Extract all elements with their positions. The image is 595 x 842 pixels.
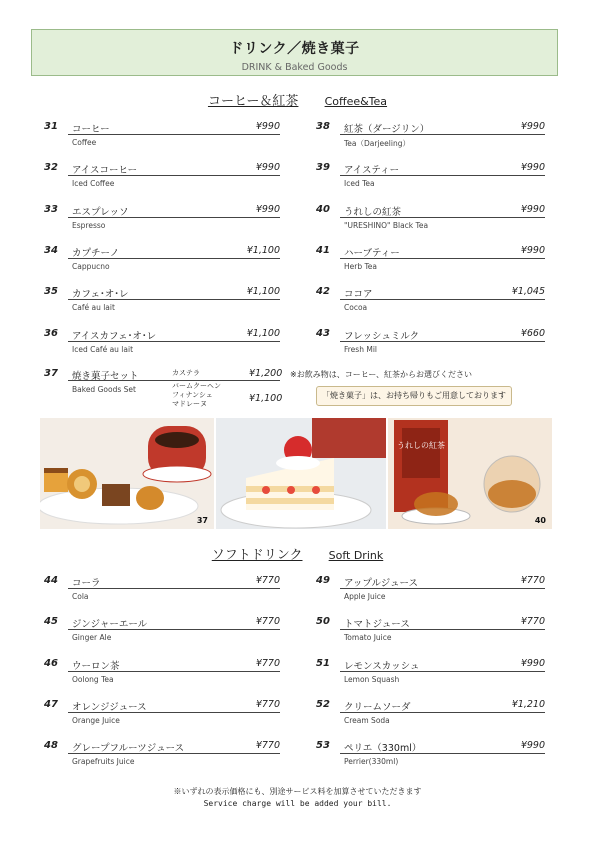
item-divider [68,712,280,713]
item-english: Cappucno [72,261,110,271]
item-english: Perrier(330ml) [344,757,399,767]
item-divider [68,134,280,135]
item-name: ジンジャーエール [72,619,148,631]
tea-package-text: うれしの紅茶 [397,441,445,450]
item-name: アイスティー [344,165,400,177]
item-divider [340,258,545,259]
item-price: ¥990 [520,203,545,215]
menu-item [44,328,280,362]
item-english: Tomato Juice [344,633,392,643]
menu-item [316,204,545,238]
item-number: 39 [316,162,330,174]
item-name: コーラ [72,578,101,589]
menu-item [44,286,280,320]
item-english: Baked Goods Set [72,385,136,394]
item-name: ペリエ（330ml） [344,743,422,755]
item-divider [68,588,280,589]
item-price: ¥770 [255,575,280,586]
item-english: Cola [72,592,89,601]
item-english: Grapefruits Juice [72,757,135,767]
menu-item [44,121,280,155]
item-divider [68,217,280,218]
item-english: Tea（Darjeeling） [344,139,410,148]
item-number: 48 [44,740,58,752]
menu-item [44,616,280,650]
baked-goods-photo [40,418,214,529]
item-price: ¥990 [255,121,280,132]
item-number: 50 [316,616,330,628]
item-number: 44 [44,575,58,586]
service-charge-note-en: Service charge will be added your bill. [203,799,392,808]
item-english: Oolong Tea [72,674,114,684]
menu-item [44,575,280,609]
soft-section-en: Soft Drink [328,549,384,562]
item-divider [340,341,545,342]
item-number: 34 [44,244,58,256]
menu-item [44,740,280,774]
item-name: クリームソーダ [344,701,411,713]
item-english: Iced Café au lait [72,344,134,354]
item-price: ¥770 [520,616,545,628]
item-name: グレープフルーツジュース [72,743,185,755]
menu-item [316,575,545,609]
item-number: 37 [44,368,58,379]
soft-section-jp: ソフトドリンク [211,548,303,563]
item-price: ¥770 [255,698,280,710]
item-price: ¥990 [520,657,545,669]
soft-section-heading [0,544,595,563]
item-name: 紅茶（ダージリン） [344,124,430,135]
item-price: ¥990 [255,162,280,174]
coffee-section-jp: コーヒー＆紅茶 [207,94,299,109]
item-english: Iced Coffee [72,179,115,189]
item-number: 31 [44,121,58,132]
item-number: 53 [316,740,330,752]
item-divider [68,671,280,672]
item-divider [340,217,545,218]
baked-option-2-line: フィナンシェ [172,391,213,399]
item-number: 47 [44,698,58,710]
item-number: 52 [316,698,330,710]
item-name: カプチーノ [72,247,120,259]
item-name: コーヒー [72,124,110,135]
item-english: Apple Juice [344,592,386,601]
item-name: うれしの紅茶 [344,206,402,218]
item-english: Iced Tea [344,179,375,189]
item-english: Herb Tea [344,261,377,271]
item-price: ¥770 [255,616,280,628]
cake-photo [216,418,386,529]
item-number: 46 [44,657,58,669]
menu-item [44,162,280,196]
menu-header [31,29,558,76]
baked-goods-item [44,368,283,410]
item-name: エスプレッソ [72,206,129,218]
item-english: Fresh Mil [344,344,377,354]
item-number: 43 [316,327,330,339]
coffee-section-heading [0,90,595,109]
baked-option-1: カステラ [172,369,200,377]
item-number: 38 [316,121,330,132]
baked-divider [68,380,280,381]
photo-label: 40 [534,516,546,525]
drink-choice-note: ※お飲み物は、コーヒー、紅茶からお選びください [290,370,473,379]
item-english: Cream Soda [344,715,390,725]
item-divider [68,629,280,630]
menu-title: ドリンク／焼き菓子 [229,41,360,57]
menu-item [316,699,545,733]
item-name: アイスコーヒー [72,165,138,177]
item-divider [340,175,545,176]
item-price: ¥1,100 [246,244,280,256]
item-english: Cocoa [344,303,368,313]
menu-item [316,740,545,774]
menu-subtitle: DRINK & Baked Goods [241,62,348,73]
item-divider [340,134,545,135]
item-number: 51 [316,657,330,669]
menu-item [316,121,545,155]
baked-option-2 [172,382,221,409]
item-english: Café au lait [72,303,115,313]
item-price: ¥1,045 [511,286,545,298]
menu-item [44,699,280,733]
item-number: 32 [44,162,58,174]
item-price: ¥990 [520,162,545,174]
item-name: レモンスカッシュ [344,660,420,672]
menu-item [316,162,545,196]
item-divider [68,258,280,259]
item-price: ¥660 [520,327,545,339]
item-number: 41 [316,244,330,256]
item-number: 33 [44,203,58,215]
ureshino-tea-photo [388,418,552,529]
menu-item [316,328,545,362]
item-number: 40 [316,203,330,215]
item-divider [340,629,545,630]
item-name: カフェ･オ･レ [72,289,129,301]
item-name: ウーロン茶 [72,660,120,672]
item-price: ¥990 [520,740,545,752]
menu-item [316,658,545,692]
item-name: 焼き菓子セット [72,371,139,382]
item-divider [340,712,545,713]
baked-option-2-line: マドレーヌ [172,400,207,408]
item-price: ¥1,100 [246,327,280,339]
item-price: ¥990 [255,203,280,215]
item-english: "URESHINO" Black Tea [344,220,429,230]
item-divider [68,753,280,754]
item-name: アイスカフェ･オ･レ [72,330,157,342]
item-divider [340,671,545,672]
item-price: ¥1,100 [246,286,280,298]
service-charge-note-jp: ※いずれの表示価格にも、別途サービス料を加算させていただきます [173,787,422,796]
item-divider [68,341,280,342]
item-english: Espresso [72,220,106,230]
item-english: Ginger Ale [72,633,112,643]
item-price: ¥1,210 [511,698,545,710]
item-price: ¥990 [520,244,545,256]
item-number: 42 [316,286,330,298]
item-english: Coffee [72,138,97,147]
item-divider [340,753,545,754]
item-name: ハーブティー [344,247,400,259]
item-divider [340,588,545,589]
menu-item [316,616,545,650]
item-name: トマトジュース [344,619,410,631]
item-name: オレンジジュース [72,701,147,713]
baked-option-2-line: バームクーヘン [172,382,221,390]
baked-price-1: ¥1,200 [249,368,283,379]
coffee-section-en: Coffee&Tea [324,95,388,108]
menu-item [316,286,545,320]
menu-item [44,245,280,279]
photo-label: 37 [196,516,208,525]
baked-price-2: ¥1,100 [249,393,283,404]
menu-item [44,204,280,238]
takeout-note: 「焼き菓子」は、お持ち帰りもご用意しております [316,386,512,406]
item-name: ココア [344,289,373,301]
item-divider [340,299,545,300]
item-number: 36 [44,327,58,339]
item-price: ¥770 [520,575,545,586]
item-name: フレッシュミルク [344,330,420,342]
item-divider [68,175,280,176]
item-divider [68,299,280,300]
item-english: Orange Juice [72,715,120,725]
item-english: Lemon Squash [344,674,400,684]
menu-item [44,658,280,692]
item-price: ¥770 [255,657,280,669]
item-number: 45 [44,616,58,628]
item-number: 49 [316,575,330,586]
item-number: 35 [44,286,58,298]
item-price: ¥770 [255,740,280,752]
item-name: アップルジュース [344,578,419,589]
menu-item [316,245,545,279]
item-price: ¥990 [520,121,545,132]
